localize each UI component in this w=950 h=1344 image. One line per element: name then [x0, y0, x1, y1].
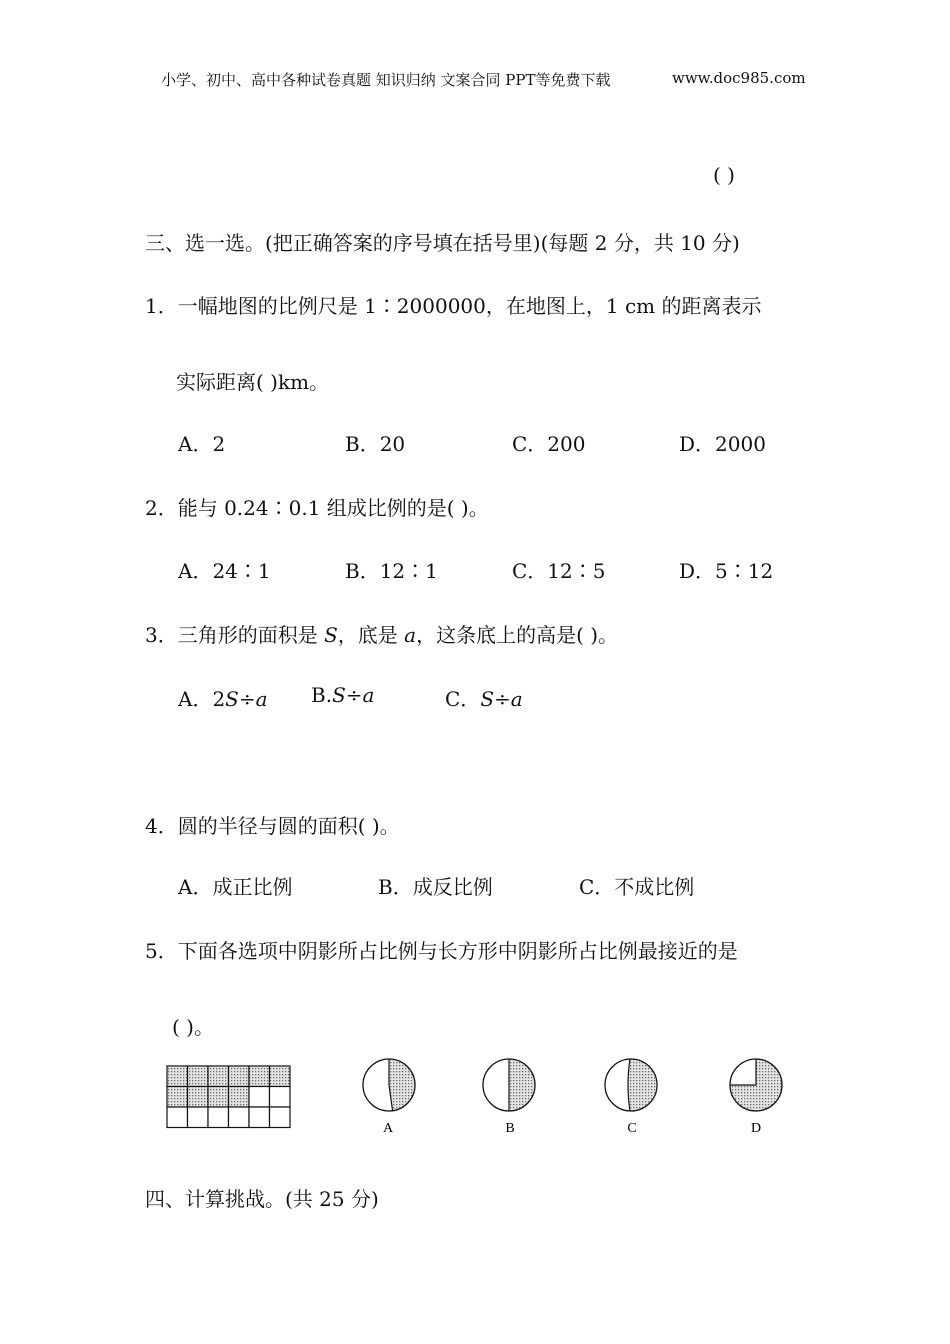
question-5-line-1: 5．下面各选项中阴影所占比例与长方形中阴影所占比例最接近的是 [145, 939, 738, 963]
q4-option-a: A．成正比例 [178, 875, 293, 899]
q2-option-c: C．12∶5 [512, 559, 606, 583]
header-url: www.doc985.com [672, 69, 806, 87]
grid-cell [229, 1107, 250, 1128]
grid-cell [167, 1066, 188, 1087]
grid-cell [229, 1087, 250, 1108]
grid-cell [208, 1087, 229, 1108]
section-3-heading: 三、选一选。(把正确答案的序号填在括号里)(每题 2 分，共 10 分) [145, 231, 740, 255]
q3-option-c: C．S÷a [445, 687, 523, 711]
grid-cell [188, 1107, 209, 1128]
header-site-text: 小学、初中、高中各种试卷真题 知识归纳 文案合同 PPT等免费下载 [161, 71, 611, 89]
figure-label-c: C [627, 1121, 637, 1136]
grid-cell [249, 1066, 270, 1087]
question-5-line-2: ( )。 [172, 1015, 214, 1039]
q1-option-b: B．20 [345, 432, 406, 456]
q2-option-d: D．5∶12 [679, 559, 774, 583]
question-1-line-1: 1．一幅地图的比例尺是 1∶2000000，在地图上，1 cm 的距离表示 [145, 294, 762, 318]
circle-option-b [483, 1059, 535, 1111]
question-3-stem: 3．三角形的面积是 S，底是 a，这条底上的高是( )。 [145, 623, 619, 647]
grid-cell [188, 1087, 209, 1108]
q3-option-a: A．2S÷a [178, 687, 268, 711]
question-2-stem: 2．能与 0.24∶0.1 组成比例的是( )。 [145, 496, 489, 520]
grid-cell [167, 1087, 188, 1108]
grid-cell [249, 1107, 270, 1128]
shaded-grid-rectangle [167, 1066, 290, 1128]
grid-cell [270, 1087, 291, 1108]
figure-label-d: D [750, 1121, 762, 1136]
q4-option-b: B．成反比例 [378, 875, 493, 899]
q1-option-d: D．2000 [679, 432, 766, 456]
q2-option-b: B．12∶1 [345, 559, 438, 583]
grid-cell [167, 1107, 188, 1128]
q2-option-a: A．24∶1 [178, 559, 271, 583]
grid-cell [208, 1107, 229, 1128]
q1-option-a: A．2 [178, 432, 226, 456]
section-4-heading: 四、计算挑战。(共 25 分) [145, 1187, 379, 1211]
question-5-figures [0, 1050, 950, 1150]
question-4-stem: 4．圆的半径与圆的面积( )。 [145, 814, 400, 838]
circle-option-a [363, 1059, 415, 1111]
grid-cell [229, 1066, 250, 1087]
grid-cell [188, 1066, 209, 1087]
q4-option-c: C．不成比例 [579, 875, 695, 899]
answer-blank: ( ) [713, 163, 735, 187]
grid-cell [249, 1087, 270, 1108]
question-1-line-2: 实际距离( )km。 [176, 370, 330, 394]
grid-cell [208, 1066, 229, 1087]
q3-option-b: B.S÷a [311, 683, 375, 707]
circle-option-d [730, 1059, 782, 1111]
grid-cell [270, 1107, 291, 1128]
grid-cell [270, 1066, 291, 1087]
q1-option-c: C．200 [512, 432, 586, 456]
figure-label-b: B [505, 1121, 515, 1136]
figure-label-a: A [382, 1121, 394, 1136]
circle-option-c [605, 1059, 657, 1111]
